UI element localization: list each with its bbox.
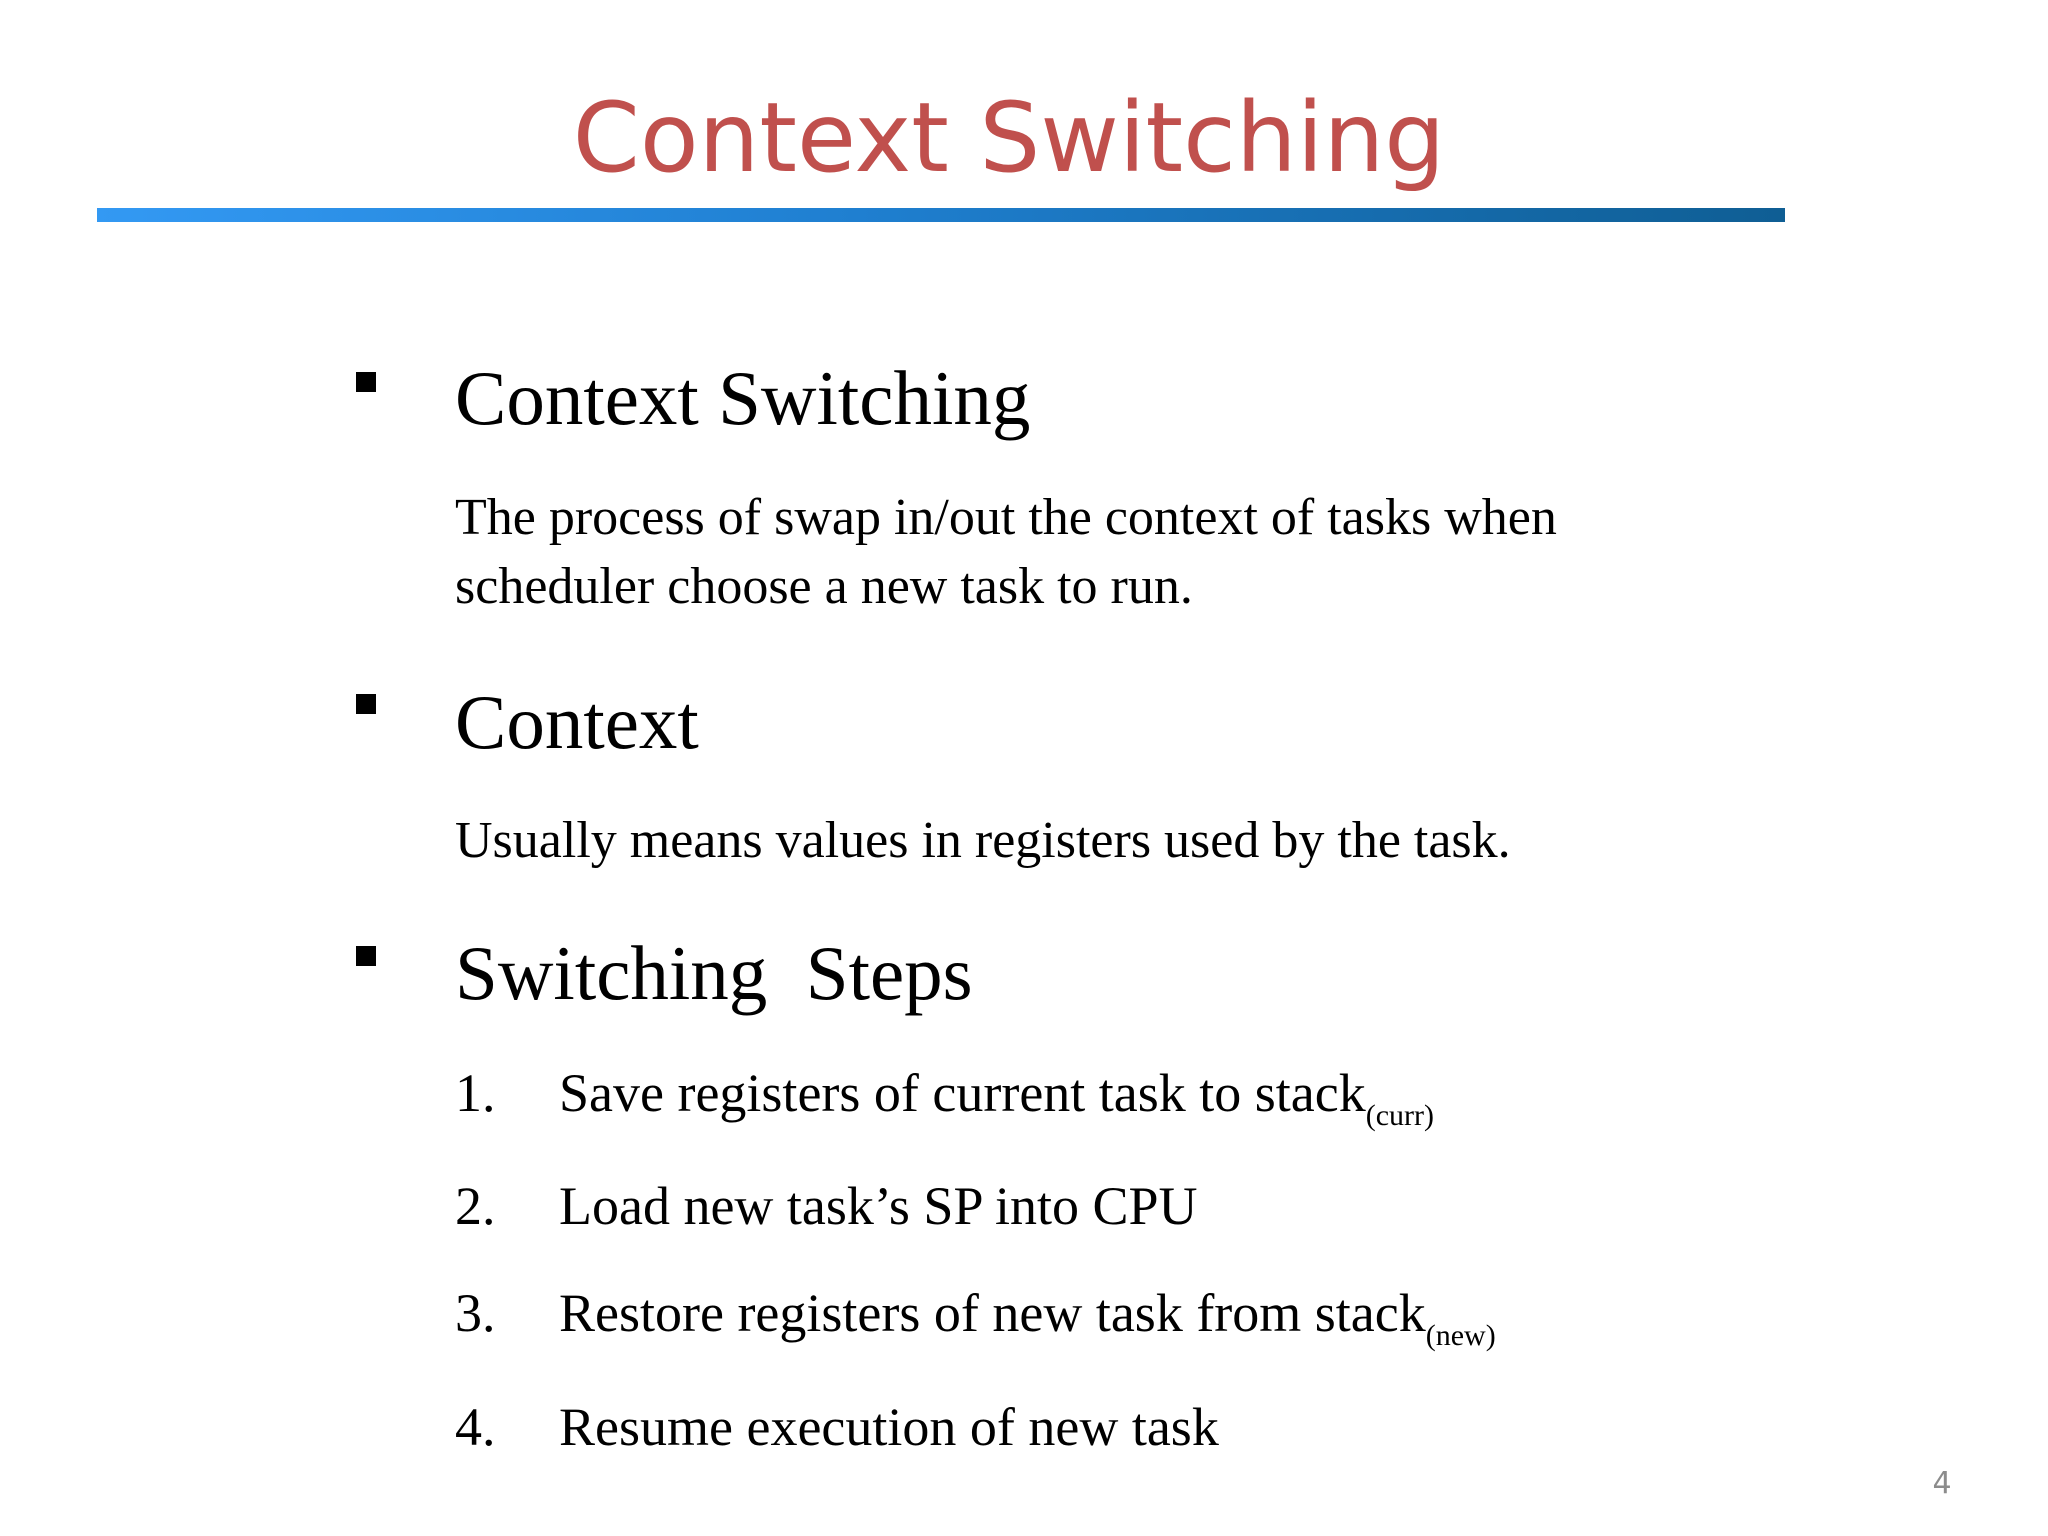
step-item — [455, 1060, 1435, 1132]
step-number: 2. — [455, 1176, 496, 1236]
step-item — [455, 1394, 1219, 1460]
title-underline — [97, 208, 1785, 222]
step-subscript: (new) — [1425, 1319, 1496, 1352]
step-item — [455, 1280, 1496, 1352]
step-number: 1. — [455, 1063, 496, 1123]
bullet-square-icon — [356, 946, 376, 966]
step-subscript: (curr) — [1365, 1099, 1435, 1132]
section-body-line: scheduler choose a new task to run. — [455, 558, 1193, 615]
step-number: 4. — [455, 1397, 496, 1457]
step-text: Resume execution of new task — [559, 1397, 1219, 1457]
step-text: Load new task’s SP into CPU — [559, 1176, 1198, 1236]
section-heading-context: Context — [455, 679, 699, 765]
section-heading-context-switching: Context Switching — [455, 355, 1031, 441]
slide-title: Context Switching — [572, 82, 1446, 194]
step-text: Save registers of current task to stack — [559, 1063, 1366, 1123]
section-body-line: The process of swap in/out the context of tasks when — [455, 489, 1557, 546]
page-number: 4 — [1932, 1466, 1952, 1501]
step-text: Restore registers of new task from stack — [559, 1283, 1426, 1343]
step-item — [455, 1173, 1198, 1239]
section-body-line: Usually means values in registers used by the task. — [455, 812, 1511, 869]
section-heading-switching-steps: Switching Steps — [455, 930, 973, 1016]
bullet-square-icon — [356, 372, 376, 392]
bullet-square-icon — [356, 694, 376, 714]
step-number: 3. — [455, 1283, 496, 1343]
